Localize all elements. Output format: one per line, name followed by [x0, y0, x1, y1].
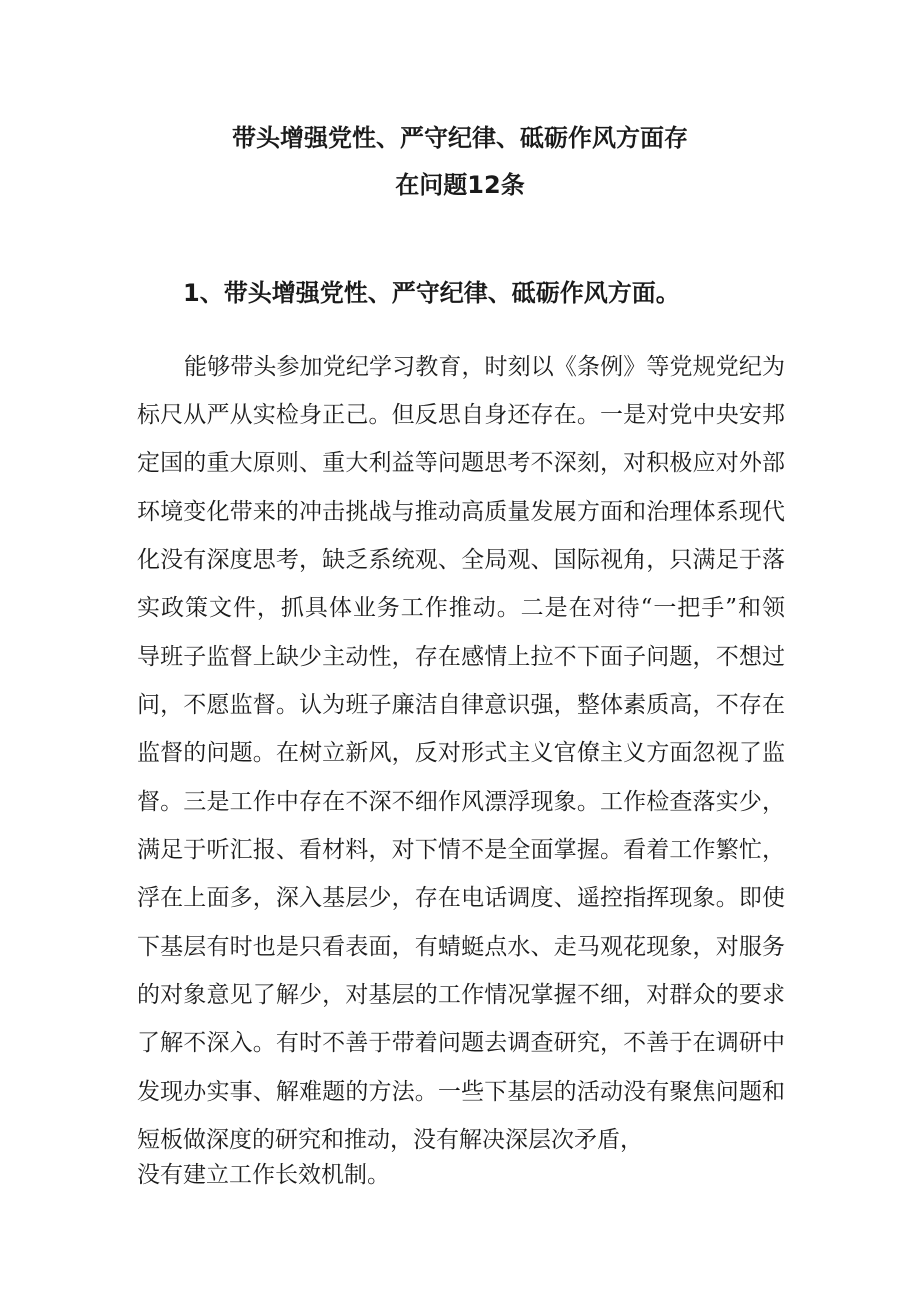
paragraph-line: 短板做深度的研究和推动，没有解决深层次矛盾，: [137, 1127, 643, 1153]
paragraph-line: 导班子监督上缺少主动性，存在感情上拉不下面子问题，不想过: [137, 644, 785, 670]
paragraph-line: 满足于听汇报、看材料，对下情不是全面掌握。看着工作繁忙，: [137, 837, 785, 863]
paragraph-line: 能够带头参加党纪学习教育，时刻以《条例》等党规党纪为: [184, 354, 785, 380]
document-title-line-2: 在问题12条: [395, 171, 525, 199]
paragraph-line: 发现办实事、解难题的方法。一些下基层的活动没有聚焦问题和: [137, 1079, 785, 1105]
document-title-line-1: 带头增强党性、严守纪律、砥砺作风方面存: [232, 124, 688, 152]
paragraph-line: 监督的问题。在树立新风，反对形式主义官僚主义方面忽视了监: [137, 740, 785, 766]
paragraph-line: 问，不愿监督。认为班子廉洁自律意识强，整体素质高，不存在: [137, 692, 785, 718]
paragraph-line: 标尺从严从实检身正己。但反思自身还存在。一是对党中央安邦: [137, 402, 785, 428]
paragraph-line: 的对象意见了解少，对基层的工作情况掌握不细，对群众的要求: [137, 982, 785, 1008]
paragraph-line: 浮在上面多，深入基层少，存在电话调度、遥控指挥现象。即使: [137, 885, 785, 911]
paragraph-line: 了解不深入。有时不善于带着问题去调查研究，不善于在调研中: [137, 1030, 785, 1056]
paragraph-line: 环境变化带来的冲击挑战与推动高质量发展方面和治理体系现代: [137, 499, 785, 525]
paragraph-line: 督。三是工作中存在不深不细作风漂浮现象。工作检查落实少，: [137, 789, 785, 815]
paragraph-line: 化没有深度思考，缺乏系统观、全局观、国际视角，只满足于落: [137, 547, 785, 573]
paragraph-line: 下基层有时也是只看表面，有蜻蜓点水、走马观花现象，对服务: [137, 934, 785, 960]
section-heading: 1、带头增强党性、严守纪律、砥砺作风方面。: [183, 279, 680, 307]
paragraph-line: 实政策文件，抓具体业务工作推动。二是在对待“一把手”和领: [137, 595, 785, 621]
paragraph-line: 定国的重大原则、重大利益等问题思考不深刻，对积极应对外部: [137, 450, 785, 476]
paragraph-line: 没有建立工作长效机制。: [137, 1162, 390, 1188]
